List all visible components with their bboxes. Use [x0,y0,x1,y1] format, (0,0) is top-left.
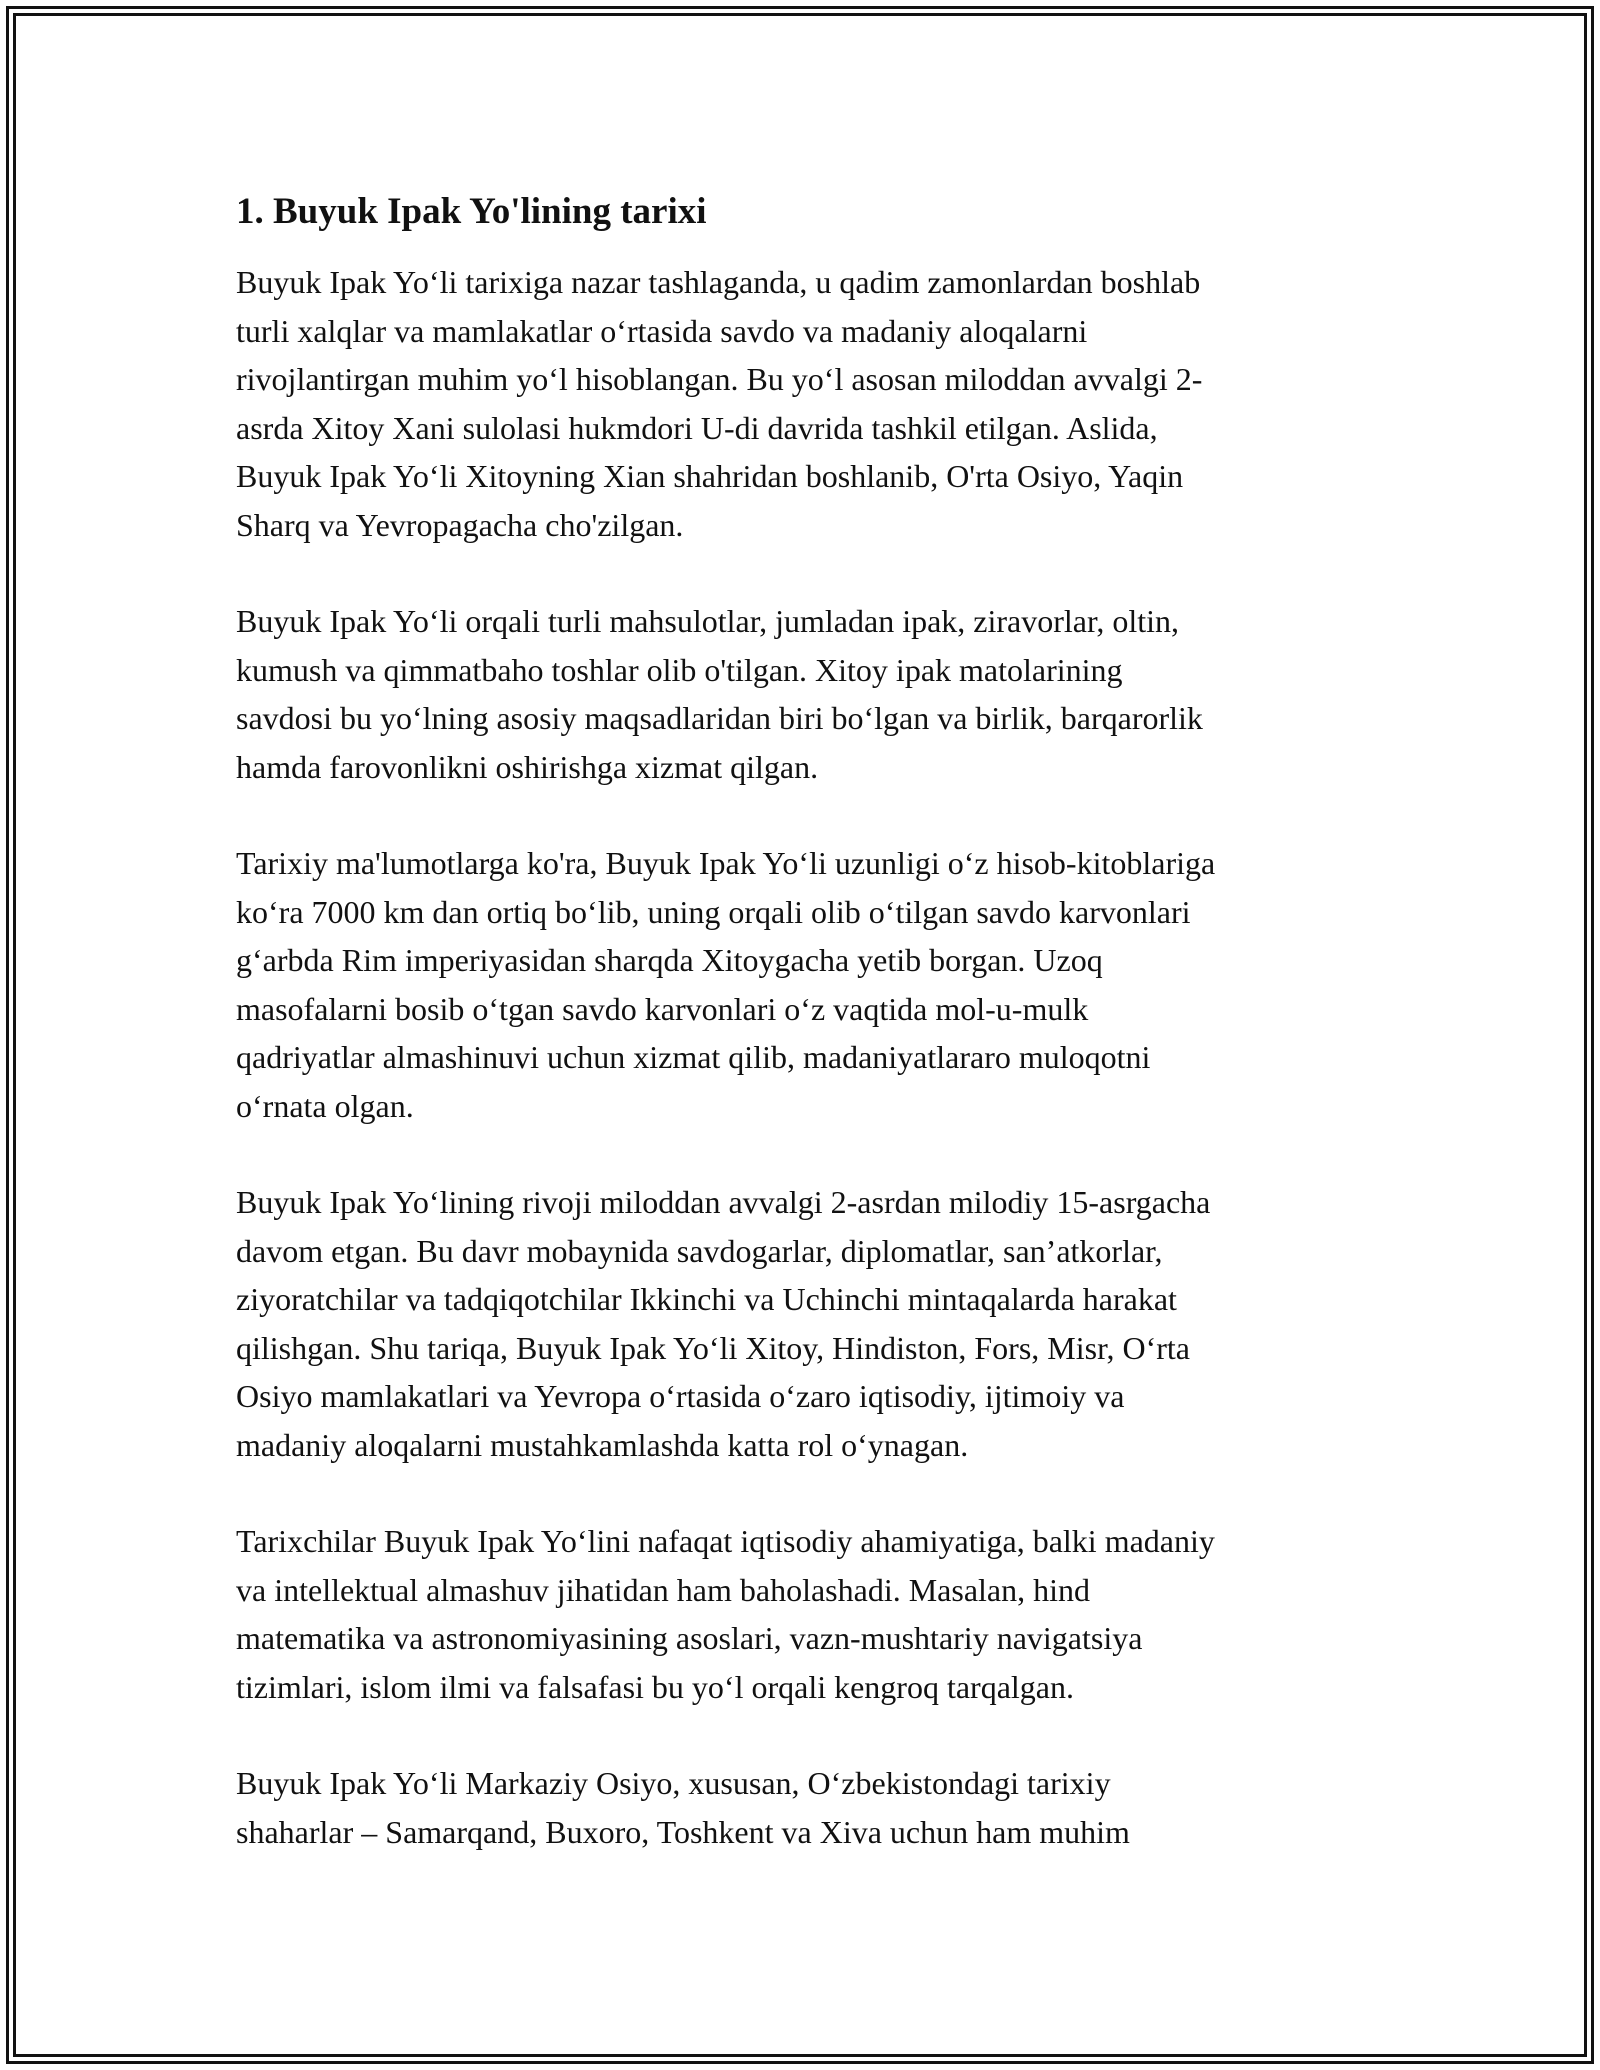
text-line: Buyuk Ipak Yo‘li tarixiga nazar tashlaganda, u qadim zamonlardan boshlab [236,264,1201,300]
text-line: Buyuk Ipak Yo‘li Markaziy Osiyo, xususan, O‘zbekistondagi tarixiy [236,1765,1111,1801]
text-line: hamda farovonlikni oshirishga xizmat qilgan. [236,748,819,785]
text-line: rivojlantirgan muhim yo‘l hisoblangan. Bu yo‘l asosan miloddan avvalgi 2- [236,361,1203,397]
text-line: g‘arbda Rim imperiyasidan sharqda Xitoygacha yetib borgan. Uzoq [236,942,1103,978]
text-line: Buyuk Ipak Yo‘li orqali turli mahsulotlar, jumladan ipak, ziravorlar, oltin, [236,603,1180,639]
text-line: Tarixiy ma'lumotlarga ko'ra, Buyuk Ipak Yo‘li uzunligi o‘z hisob-kitoblariga [236,845,1216,881]
text-line: masofalarni bosib o‘tgan savdo karvonlari o‘z vaqtida mol-u-mulk [236,990,1089,1027]
text-line: shaharlar – Samarqand, Buxoro, Toshkent va Xiva uchun ham muhim [236,1813,1130,1850]
text-line: ziyoratchilar va tadqiqotchilar Ikkinchi va Uchinchi mintaqalarda harakat [236,1281,1177,1317]
text-line: davom etgan. Bu davr mobaynida savdogarlar, diplomatlar, san’atkorlar, [236,1232,1163,1269]
text-line: kumush va qimmatbaho toshlar olib o'tilgan. Xitoy ipak matolarining [236,651,1123,688]
text-line: tizimlari, islom ilmi va falsafasi bu yo‘l orqali kengroq tarqalgan. [236,1668,1074,1705]
text-line: madaniy aloqalarni mustahkamlashda katta rol o‘ynagan. [236,1426,969,1463]
paragraph-6 [236,1759,1366,1856]
text-line: Sharq va Yevropagacha cho'zilgan. [236,506,684,543]
section-heading: 1. Buyuk Ipak Yo'lining tarixi [236,191,707,232]
text-line: va intellektual almashuv jihatidan ham baholashadi. Masalan, hind [236,1571,1090,1608]
text-line: matematika va astronomiyasining asoslari, vazn-mushtariy navigatsiya [236,1620,1143,1656]
text-line: Buyuk Ipak Yo‘lining rivoji miloddan avvalgi 2-asrdan milodiy 15-asrgacha [236,1184,1211,1220]
text-line: Tarixchilar Buyuk Ipak Yo‘lini nafaqat iqtisodiy ahamiyatiga, balki madaniy [236,1523,1215,1559]
text-line: qadriyatlar almashinuvi uchun xizmat qilib, madaniyatlararo muloqotni [236,1039,1151,1075]
text-line: qilishgan. Shu tariqa, Buyuk Ipak Yo‘li Xitoy, Hindiston, Fors, Misr, O‘rta [236,1329,1190,1366]
text-line: asrda Xitoy Xani sulolasi hukmdori U-di davrida tashkil etilgan. Aslida, [236,409,1158,446]
paragraph-4 [236,1178,1366,1469]
text-line: turli xalqlar va mamlakatlar o‘rtasida savdo va madaniy aloqalarni [236,312,1088,349]
paragraph-1 [236,258,1366,549]
text-line: ko‘ra 7000 km dan ortiq bo‘lib, uning orqali olib o‘tilgan savdo karvonlari [236,893,1191,930]
text-line: Buyuk Ipak Yo‘li Xitoyning Xian shahridan boshlanib, O'rta Osiyo, Yaqin [236,458,1184,494]
text-line: savdosi bu yo‘lning asosiy maqsadlaridan biri bo‘lgan va birlik, barqarorlik [236,700,1203,736]
document-body [236,188,1366,1904]
paragraph-5 [236,1517,1366,1711]
paragraph-2 [236,597,1366,791]
text-line: Osiyo mamlakatlari va Yevropa o‘rtasida o‘zaro iqtisodiy, ijtimoiy va [236,1378,1125,1414]
paragraph-3 [236,839,1366,1130]
text-line: o‘rnata olgan. [236,1087,414,1124]
